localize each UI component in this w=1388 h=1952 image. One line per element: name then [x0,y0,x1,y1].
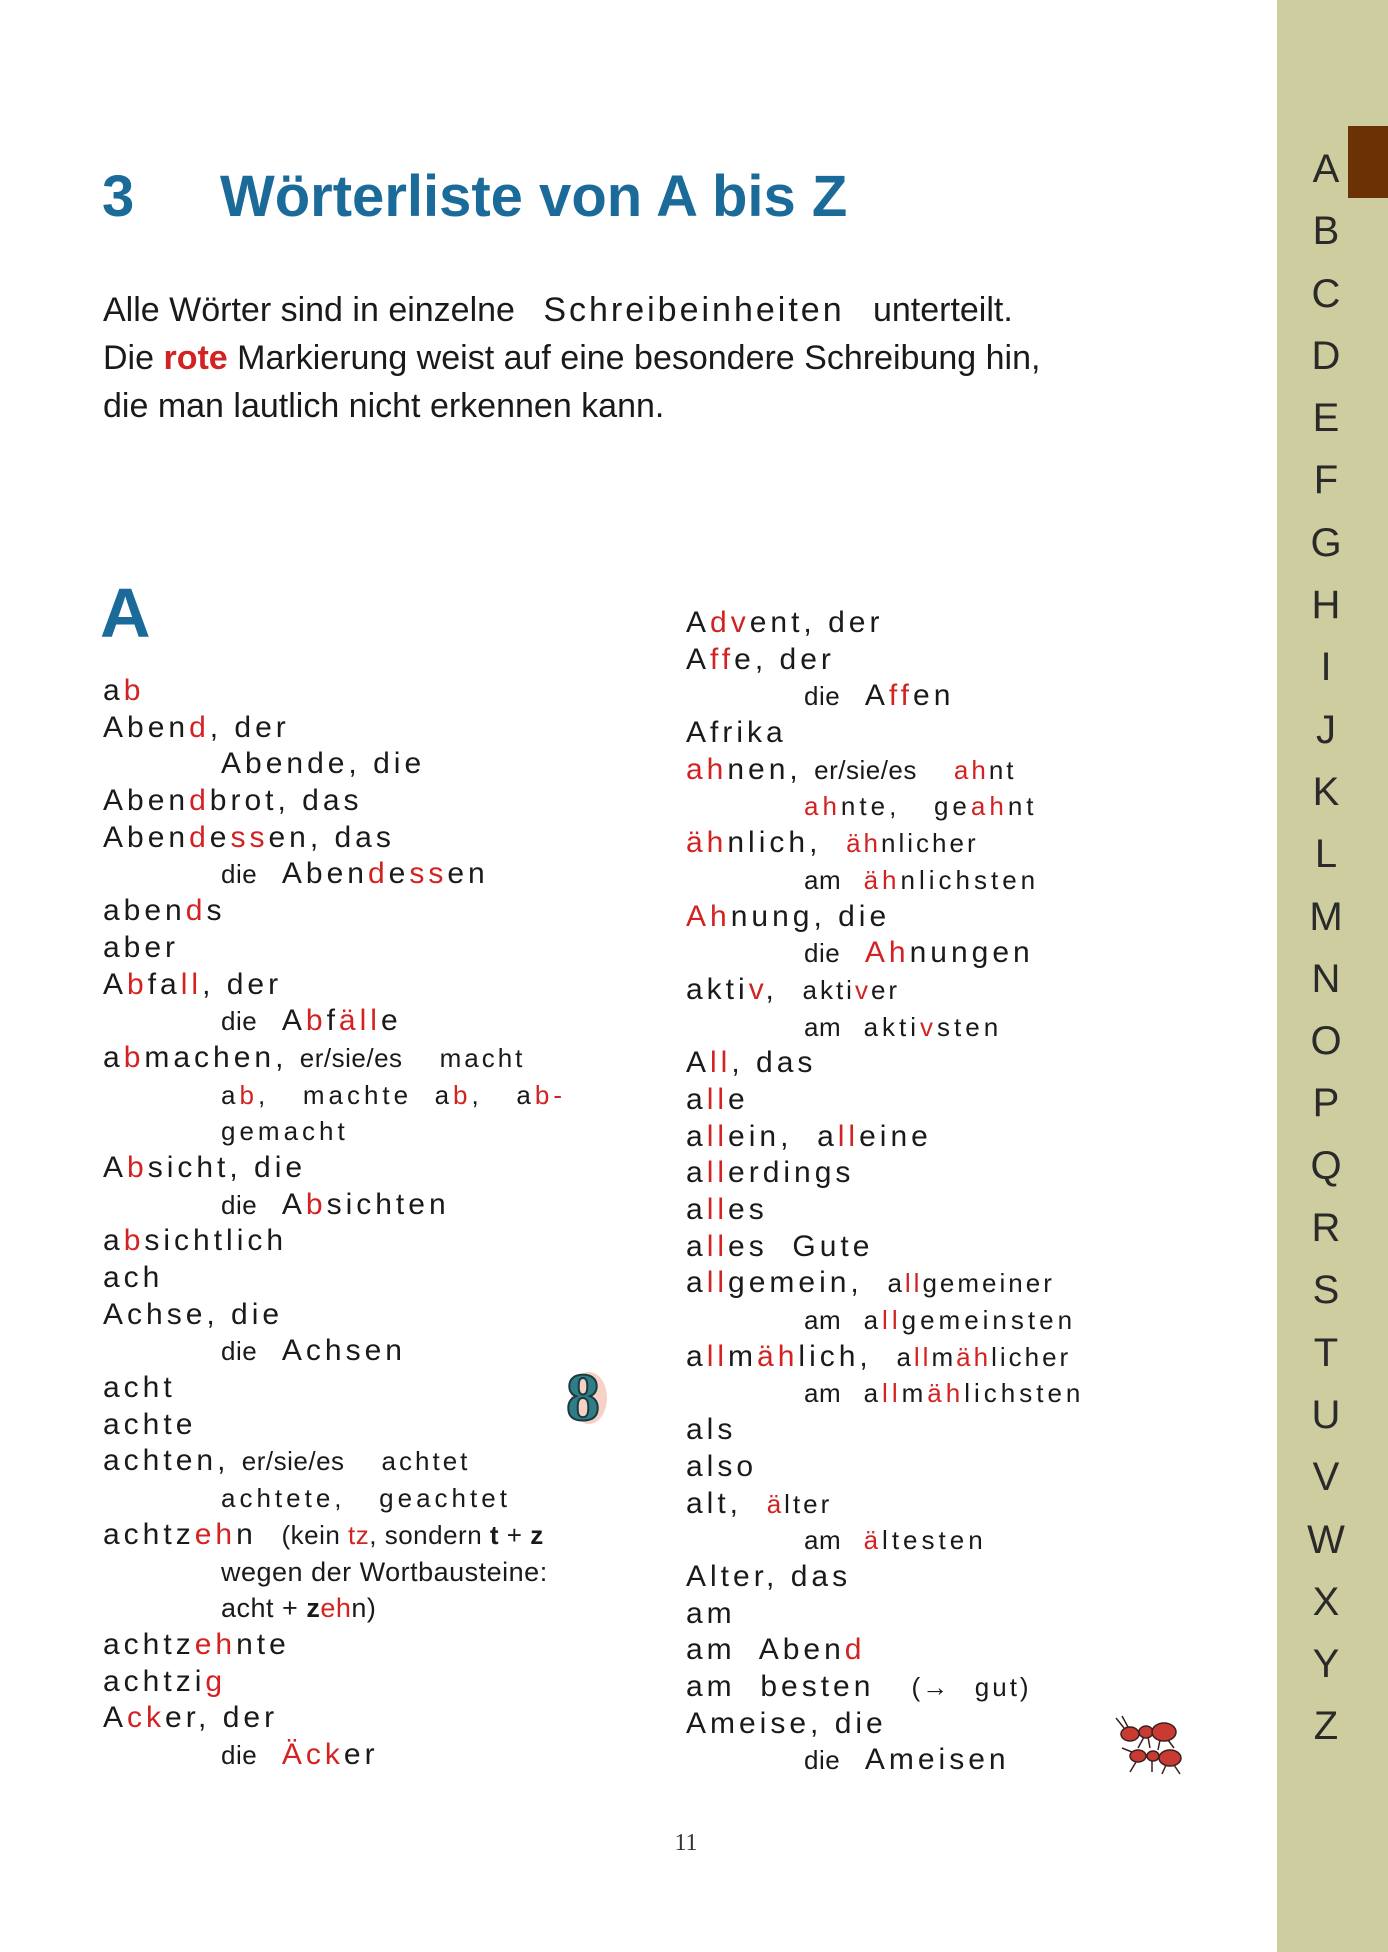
list-item: Achse, die [103,1297,284,1331]
list-item: abends [103,894,226,928]
intro-text: Markierung weist auf eine besondere Schreibung hin, [237,339,1041,377]
list-item: alle [686,1082,749,1116]
register-letter: I [1320,645,1332,690]
list-item: acht + zehn) [221,1593,377,1624]
list-item: acht [103,1371,176,1405]
intro-paragraph [103,286,1243,430]
word-list-left [103,673,566,1774]
list-item: die Äcker [221,1737,379,1771]
list-item: alles [686,1193,768,1226]
list-item: Abende, die [221,747,426,781]
number-eight-illustration [555,1362,611,1430]
register-letter: P [1312,1081,1340,1126]
list-item: am besten (→ gut) [686,1669,1032,1703]
list-item: gemacht [221,1116,349,1147]
list-item: die Achsen [221,1334,406,1368]
register-letter: D [1311,333,1341,378]
register-letter: Y [1312,1642,1340,1687]
list-item: allgemein, allgemeiner [686,1266,1055,1300]
list-item: Abfall, der [103,967,283,1001]
page-number: 11 [674,1830,698,1856]
register-letter: T [1313,1330,1339,1375]
list-item: Ahnung, die [686,899,891,933]
list-item: achtzehnte [103,1627,290,1661]
list-item: die Affen [804,679,955,713]
register-letter: X [1312,1579,1340,1624]
alphabet-index [1277,138,1375,1758]
register-letter: R [1311,1206,1341,1251]
chapter-heading [102,164,848,229]
list-item: ab, machte ab, ab- [221,1079,567,1110]
register-letter: K [1312,769,1340,814]
list-item: die Ahnungen [804,936,1034,970]
list-item: Abend, der [103,710,290,744]
list-item: Abendbrot, das [103,784,363,818]
register-letter: L [1314,832,1338,877]
intro-example: Schreibeinheiten [543,291,845,329]
list-item: Afrika [686,716,787,750]
list-item: am [686,1596,736,1630]
list-item: die Ameisen [804,1743,1010,1777]
list-item: ach [103,1261,164,1294]
register-letter: N [1311,956,1341,1001]
list-item: achtzehn (kein tz, sondern t + z [103,1517,544,1551]
register-letter: C [1311,271,1341,316]
register-letter: B [1312,209,1340,254]
list-item: absichtlich [103,1224,288,1258]
register-letter: U [1311,1392,1341,1437]
list-item: aber [103,930,180,964]
list-item: ähnlich, ähnlicher [686,826,979,860]
register-letter: G [1310,520,1342,565]
list-item: Absicht, die [103,1150,307,1184]
section-letter: A [100,574,151,652]
list-item: allein, alleine [686,1119,932,1153]
list-item: die Abendessen [221,857,489,891]
chapter-number: 3 [102,164,135,229]
register-letter: W [1307,1517,1345,1562]
list-item: Acker, der [103,1701,279,1735]
list-item: ab [103,674,145,707]
register-letter: A [1312,147,1340,191]
list-item: alles Gute [686,1229,874,1263]
list-item: am ältesten [804,1525,987,1556]
intro-text: die man lautlich nicht erkennen kann. [103,387,665,425]
list-item: also [686,1449,758,1483]
intro-text: Alle Wörter sind in einzelne [103,291,515,329]
list-item: achtzig [103,1664,227,1698]
list-item: am ähnlichsten [804,864,1040,895]
register-letter: E [1312,396,1340,441]
list-item: alt, älter [686,1486,833,1520]
intro-text: unterteilt. [872,291,1013,329]
list-item: am allmählichsten [804,1378,1085,1409]
svg-text:8: 8 [566,1362,600,1430]
ants-illustration [1108,1712,1196,1778]
list-item: die Abfälle [221,1004,402,1038]
register-letter: O [1310,1019,1342,1064]
register-letter: Q [1310,1143,1342,1188]
register-letter: H [1311,583,1341,628]
list-item: als [686,1413,737,1447]
register-letter: S [1312,1268,1340,1313]
list-item: am aktivsten [804,1011,1003,1042]
list-item: Advent, der [686,606,884,639]
list-item: aktiv, aktiver [686,972,901,1006]
list-item: allmählich, allmählicher [686,1339,1072,1373]
chapter-title: Wörterliste von A bis Z [220,164,848,229]
word-list-right [686,605,1084,1779]
list-item: ahnte, geahnt [804,791,1038,822]
list-item: allerdings [686,1156,855,1190]
list-item: Affe, der [686,642,835,676]
register-letter: V [1312,1455,1340,1500]
list-item: wegen der Wortbausteine: [221,1556,548,1587]
intro-red-word: rote [163,339,228,377]
list-item: achte [103,1407,197,1441]
list-item: achtete, geachtet [221,1483,511,1514]
register-letter: J [1316,707,1336,752]
register-letter: Z [1313,1704,1339,1749]
list-item: Abendessen, das [103,820,395,854]
list-item: am allgemeinsten [804,1305,1077,1336]
register-letter: M [1309,894,1343,939]
list-item: ahnen, er/sie/es ahnt [686,752,1017,786]
list-item: Alter, das [686,1559,852,1593]
register-letter: F [1313,458,1339,503]
list-item: am Abend [686,1633,866,1667]
list-item: abmachen, er/sie/es macht [103,1040,526,1074]
list-item: All, das [686,1046,817,1080]
list-item: die Absichten [221,1187,450,1221]
list-item: achten, er/sie/es achtet [103,1444,471,1478]
intro-text: Die [103,339,155,377]
list-item: Ameise, die [686,1706,887,1740]
